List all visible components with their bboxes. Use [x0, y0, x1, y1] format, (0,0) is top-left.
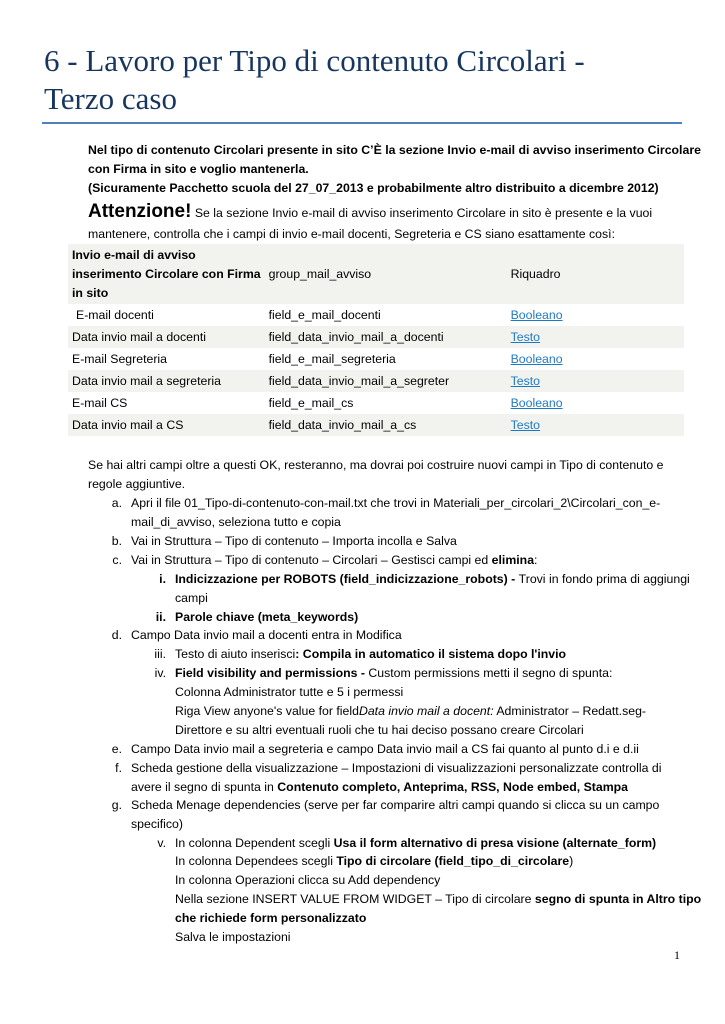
intro-line-2: con Firma in sito e voglio mantenerla. [88, 162, 309, 176]
step-c-i-marker: i. [159, 572, 166, 586]
field-label: Data invio mail a docenti [68, 326, 265, 348]
step-d-iv-line-2: Colonna Administrator tutte e 5 i permessi [175, 685, 404, 699]
field-type-link[interactable]: Testo [510, 418, 541, 432]
step-g-line-1: Scheda Menage dependencies (serve per far comparire altri campi quando si clicca su un campo [131, 798, 660, 812]
table-header-row [68, 244, 684, 304]
step-d-iv-line-3: Riga View anyone's value for fieldData invio mail a docent: Administrator – Redatt.seg- [175, 704, 647, 718]
field-machine-name: field_data_invio_mail_a_segreter [265, 370, 507, 392]
step-b-line-1: Vai in Struttura – Tipo di contenuto – Importa incolla e Salva [131, 534, 457, 548]
step-d-iv-line-4: Direttore e su altri eventuali ruoli che tu hai deciso possano creare Circolari [175, 723, 584, 737]
body-paragraph-line-2: regole aggiuntive. [88, 477, 186, 491]
field-machine-name: field_e_mail_docenti [268, 308, 381, 322]
step-c-i-line-2: campi [175, 591, 208, 605]
step-f-line-1: Scheda gestione della visualizzazione – Impostazioni di visualizzazioni personalizzate controlla di [131, 761, 662, 775]
intro-line-3: (Sicuramente Pacchetto scuola del 27_07_2013 e probabilmente altro distribuito a dicembre 2012) [88, 181, 659, 195]
step-g-v-line-2: In colonna Dependees scegli Tipo di circolare (field_tipo_di_circolare) [175, 854, 574, 868]
table-row [68, 304, 684, 326]
intro-line-1: Nel tipo di contenuto Circolari presente in sito C’È la sezione Invio e-mail di avviso inserimento Circolare [88, 143, 701, 157]
step-d-iv-line-1: Field visibility and permissions - Custom permissions metti il segno di spunta: [175, 666, 613, 680]
step-d-line-1: Campo Data invio mail a docenti entra in Modifica [131, 628, 402, 642]
table-row [68, 392, 684, 414]
field-label: E-mail Segreteria [72, 352, 167, 366]
table-row [68, 414, 684, 436]
step-c-marker: c. [112, 553, 122, 567]
field-machine-name: field_e_mail_segreteria [268, 352, 396, 366]
field-type-link[interactable]: Testo [510, 330, 541, 344]
step-d-iv-marker: iv. [154, 666, 166, 680]
step-d-marker: d. [111, 628, 122, 642]
fields-table [68, 244, 684, 436]
field-machine-name: field_data_invio_mail_a_docenti [265, 326, 507, 348]
step-a-line-1: Apri il file 01_Tipo-di-contenuto-con-mail.txt che trovi in Materiali_per_circolari_2\Circolari_con_e- [131, 496, 661, 510]
step-g-v-marker: v. [157, 836, 166, 850]
group-type: Riquadro [507, 244, 684, 304]
step-a-marker: a. [111, 496, 122, 510]
field-label: E-mail docenti [76, 308, 154, 322]
field-label: E-mail CS [72, 396, 128, 410]
field-type-link[interactable]: Testo [510, 374, 541, 388]
field-type-link[interactable]: Booleano [510, 308, 563, 322]
table-row [68, 326, 684, 348]
step-e-line-1: Campo Data invio mail a segreteria e campo Data invio mail a CS fai quanto al punto d.i e d.ii [131, 742, 639, 756]
step-g-line-2: specifico) [131, 817, 183, 831]
attention-paragraph [88, 200, 652, 225]
table-row [68, 370, 684, 392]
step-g-v-line-5: che richiede form personalizzato [175, 911, 367, 925]
step-g-marker: g. [111, 798, 122, 812]
title-line-1: 6 - Lavoro per Tipo di contenuto Circolari - [44, 43, 585, 78]
step-g-v-line-3: In colonna Operazioni clicca su Add dependency [175, 873, 441, 887]
attention-text: Se la sezione Invio e-mail di avviso inserimento Circolare in sito è presente e la vuoi [191, 206, 653, 220]
table-row [68, 348, 684, 370]
step-g-v-line-1: In colonna Dependent scegli Usa il form alternativo di presa visione (alternate_form) [175, 836, 657, 850]
step-c-i-line-1: Indicizzazione per ROBOTS (field_indicizzazione_robots) - Trovi in fondo prima di aggiungi [175, 572, 690, 586]
field-type-link[interactable]: Booleano [510, 396, 563, 410]
group-label: Invio e-mail di avviso inserimento Circolare con Firma in sito [68, 244, 265, 304]
step-f-marker: f. [115, 761, 122, 775]
field-label: Data invio mail a segreteria [68, 370, 265, 392]
step-b-marker: b. [111, 534, 122, 548]
title-underline [42, 122, 682, 124]
step-d-iii-marker: iii. [154, 647, 166, 661]
step-g-v-line-6: Salva le impostazioni [175, 930, 291, 944]
page-title [44, 42, 684, 118]
group-machine-name: group_mail_avviso [265, 244, 507, 304]
step-g-v-line-4: Nella sezione INSERT VALUE FROM WIDGET – Tipo di circolare segno di spunta in Altro tipo [175, 892, 702, 906]
attention-label: Attenzione! [88, 201, 192, 222]
step-c-ii-line-1: Parole chiave (meta_keywords) [175, 610, 359, 624]
step-a-line-2: mail_di_avviso, seleziona tutto e copia [131, 515, 341, 529]
field-machine-name: field_data_invio_mail_a_cs [265, 414, 507, 436]
step-c-line-1: Vai in Struttura – Tipo di contenuto – Circolari – Gestisci campi ed elimina: [131, 553, 538, 567]
body-paragraph-line-1: Se hai altri campi oltre a questi OK, resteranno, ma dovrai poi costruire nuovi campi in Tipo di contenuto e [88, 458, 664, 472]
field-machine-name: field_e_mail_cs [268, 396, 354, 410]
step-c-ii-marker: ii. [155, 610, 166, 624]
page-number: 1 [674, 948, 680, 962]
field-label: Data invio mail a CS [68, 414, 265, 436]
field-type-link[interactable]: Booleano [510, 352, 563, 366]
step-d-iii-line-1: Testo di aiuto inserisci: Compila in automatico il sistema dopo l'invio [175, 647, 567, 661]
attention-text-line-2: mantenere, controlla che i campi di invio e-mail docenti, Segreteria e CS siano esattamente così: [88, 227, 615, 241]
step-e-marker: e. [111, 742, 122, 756]
title-line-2: Terzo caso [44, 81, 177, 116]
step-f-line-2: avere il segno di spunta in Contenuto completo, Anteprima, RSS, Node embed, Stampa [131, 780, 629, 794]
